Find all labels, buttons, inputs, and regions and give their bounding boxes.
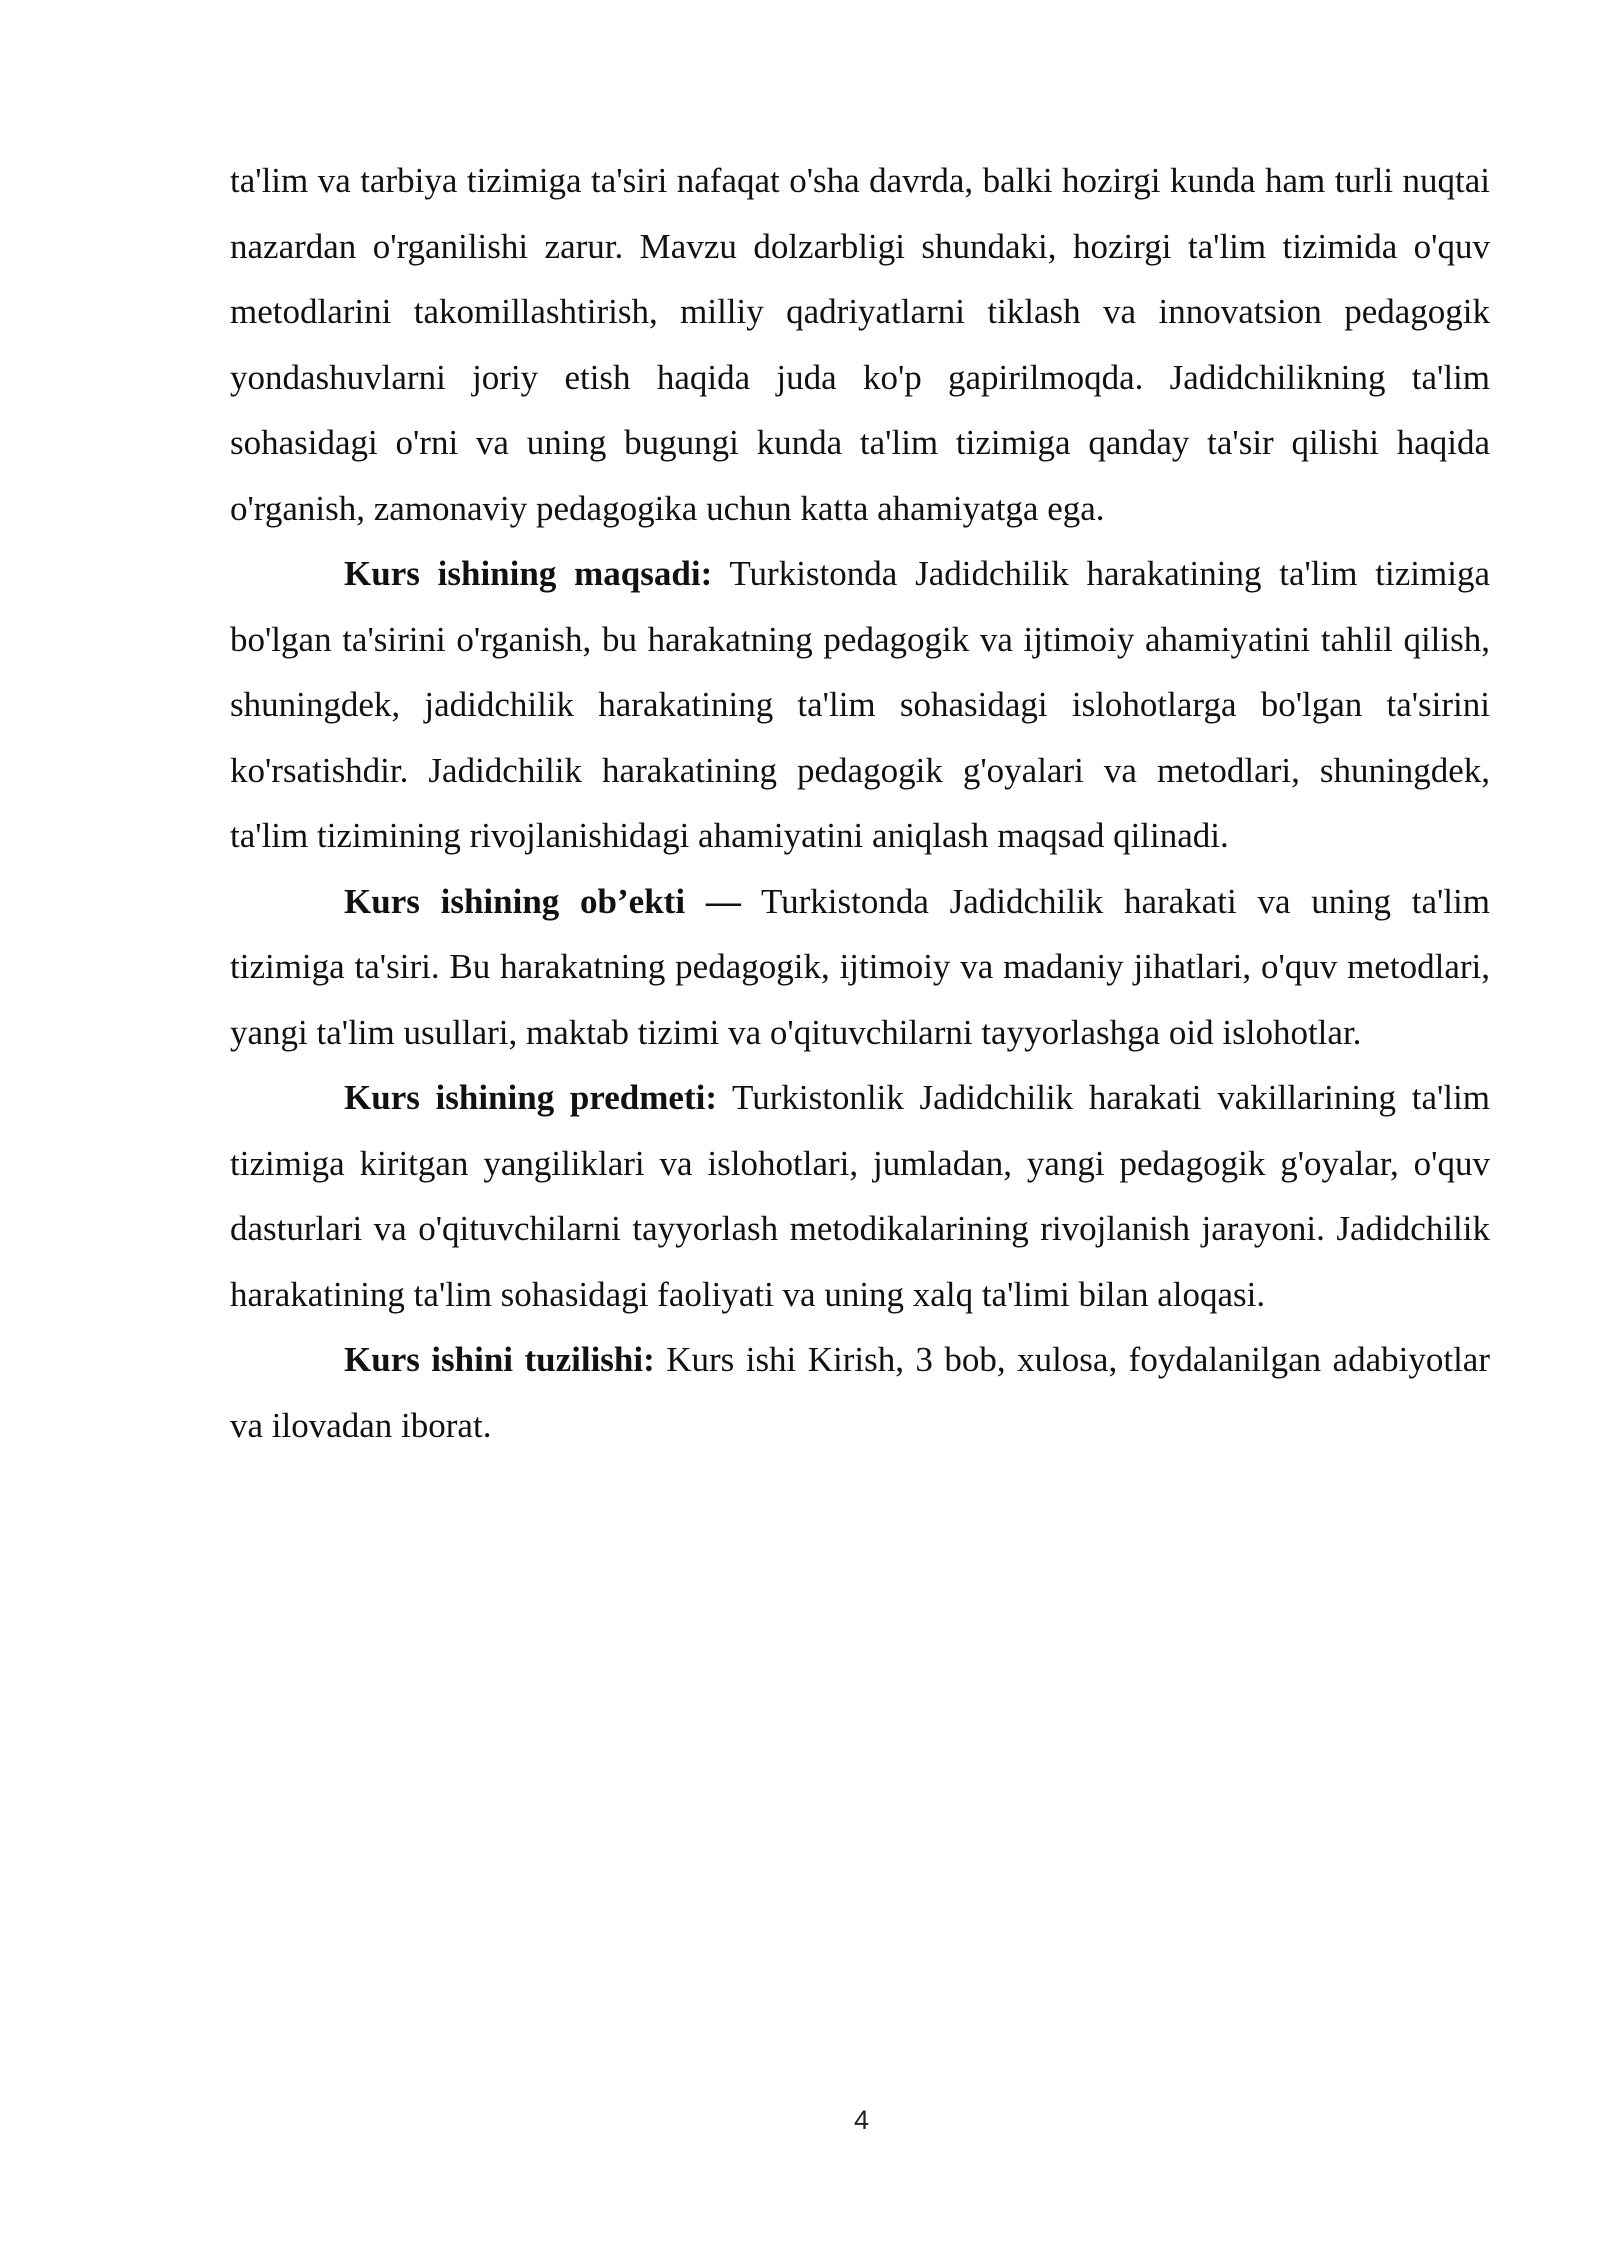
page-number: 4 xyxy=(853,2105,870,2135)
paragraph-intro-continued xyxy=(230,148,1490,541)
paragraph-text: Turkistonda Jadidchilik harakatining ta'lim tizimiga bo'lgan ta'sirini o'rganish, bu harakatning pedagogik va ijtimoiy ahamiyatini tahlil qilish, shuningdek, jadidchilik harakatining ta'lim sohasidagi islohotlarga bo'lgan ta'sirini ko'rsatishdir. Jadidchilik harakatining pedagogik g'oyalari va metodlari, shuningdek, ta'lim tizimining rivojlanishidagi ahamiyatini aniqlash maqsad qilinadi. xyxy=(230,554,1490,855)
paragraph-text: Kurs ishi Kirish, 3 bob, xulosa, foydalanilgan adabiyotlar va ilovadan iborat. xyxy=(230,1340,1490,1445)
paragraph-goal xyxy=(230,541,1490,869)
paragraph-structure xyxy=(230,1327,1490,1458)
paragraph-subject xyxy=(230,1065,1490,1327)
page-body xyxy=(230,148,1490,1458)
paragraph-lead: Kurs ishining maqsadi: xyxy=(344,554,713,593)
paragraph-text: Turkistonda Jadidchilik harakati va uning ta'lim tizimiga ta'siri. Bu harakatning pedagogik, ijtimoiy va madaniy jihatlari, o'quv metodlari, yangi ta'lim usullari, maktab tizimi va o'qituvchilarni tayyorlashga oid islohotlar. xyxy=(230,881,1490,1052)
paragraph-object xyxy=(230,869,1490,1066)
paragraph-text: Turkistonlik Jadidchilik harakati vakillarining ta'lim tizimiga kiritgan yangiliklari va islohotlari, jumladan, yangi pedagogik g'oyalar, o'quv dasturlari va o'qituvchilarni tayyorlash metodikalarining rivojlanish jarayoni. Jadidchilik harakatining ta'lim sohasidagi faoliyati va uning xalq ta'limi bilan aloqasi. xyxy=(230,1078,1490,1314)
paragraph-lead: Kurs ishini tuzilishi: xyxy=(344,1340,655,1379)
paragraph-lead: Kurs ishining ob’ekti — xyxy=(344,881,741,921)
paragraph-text: ta'lim va tarbiya tizimiga ta'siri nafaqat o'sha davrda, balki hozirgi kunda ham turli nuqtai nazardan o'rganilishi zarur. Mavzu dolzarbligi shundaki, hozirgi ta'lim tizimida o'quv metodlarini takomillashtirish, milliy qadriyatlarni tiklash va innovatsion pedagogik yondashuvlarni joriy etish haqida juda ko'p gapirilmoqda. Jadidchilikning ta'lim sohasidagi o'rni va uning bugungi kunda ta'lim tizimiga qanday ta'sir qilishi haqida o'rganish, zamonaviy pedagogika uchun katta ahamiyatga ega. xyxy=(230,161,1490,528)
paragraph-lead: Kurs ishining predmeti: xyxy=(344,1078,717,1117)
